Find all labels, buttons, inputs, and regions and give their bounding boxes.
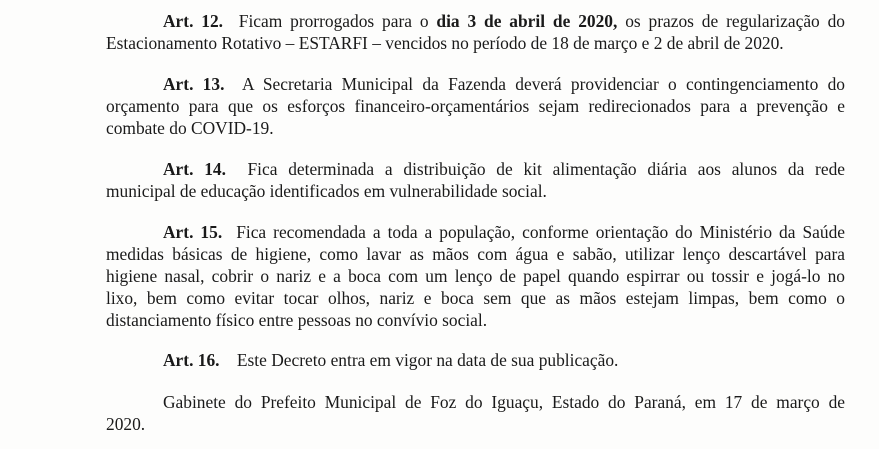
closing-line-1: Gabinete do Prefeito Municipal de Foz do Iguaçu, Estado do Paraná, em 17 de março de [163, 392, 845, 412]
article-12-number: Art. 12. [163, 11, 224, 31]
article-12-line-2: Estacionamento Rotativo – ESTARFI – vencidos no período de 18 de março e 2 de abril de 2020. [106, 33, 784, 53]
article-14 [106, 158, 845, 202]
article-16-number: Art. 16. [163, 350, 220, 370]
article-14-line-2: municipal de educação identificados em vulnerabilidade social. [106, 181, 547, 201]
article-16 [106, 349, 845, 371]
closing-line-2: 2020. [106, 414, 146, 434]
article-12-date: dia 3 de abril de 2020, [436, 11, 618, 31]
article-15-number: Art. 15. [163, 222, 223, 242]
article-15 [106, 221, 845, 331]
article-13-line-3: combate do COVID-19. [106, 118, 274, 138]
article-15-line-2: medidas básicas de higiene, como lavar as mãos com água e sabão, utilizar lenço descartável para [106, 244, 845, 264]
article-14-number: Art. 14. [163, 159, 226, 179]
article-14-line-1: Art. 14. Fica determinada a distribuição de kit alimentação diária aos alunos da rede [163, 159, 845, 179]
article-13-line-2: orçamento para que os esforços financeiro-orçamentários sejam redirecionados para a prevenção e [106, 96, 845, 116]
article-15-line-3: higiene nasal, cobrir o nariz e a boca com um lenço de papel quando espirrar ou tossir e jogá-lo no [106, 266, 845, 286]
article-13-number: Art. 13. [163, 74, 225, 94]
closing-paragraph [106, 391, 845, 435]
article-16-line-1: Art. 16. Este Decreto entra em vigor na data de sua publicação. [163, 350, 619, 370]
article-12 [106, 10, 845, 54]
article-13 [106, 73, 845, 139]
article-15-line-4: lixo, bem como evitar tocar olhos, nariz e boca sem que as mãos estejam limpas, bem como o [106, 288, 845, 308]
article-12-line-1: Art. 12. Ficam prorrogados para o dia 3 de abril de 2020, os prazos de regularização do [163, 11, 845, 31]
article-15-line-5: distanciamento físico entre pessoas no convívio social. [106, 310, 488, 330]
article-15-line-1: Art. 15. Fica recomendada a toda a população, conforme orientação do Ministério da Saúde [163, 222, 845, 242]
article-13-line-1: Art. 13. A Secretaria Municipal da Fazenda deverá providenciar o contingenciamento do [163, 74, 845, 94]
